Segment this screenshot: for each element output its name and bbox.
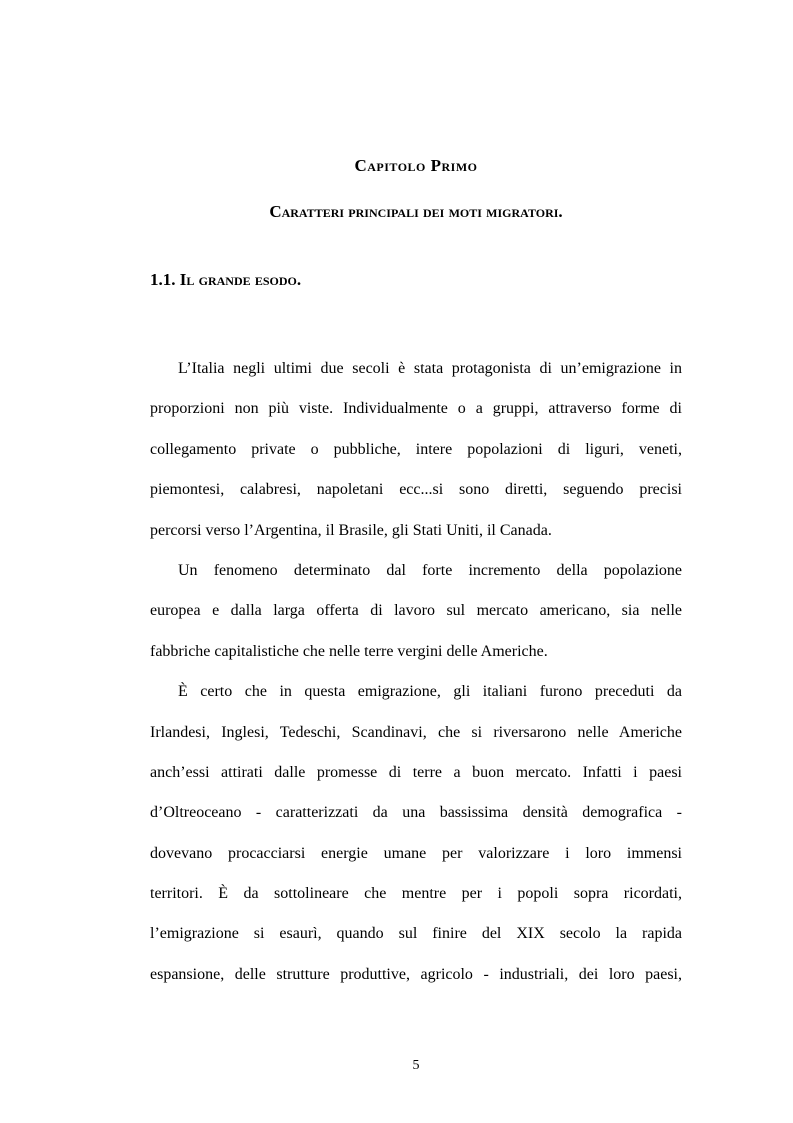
text-line: europea e dalla larga offerta di lavoro sul mercato americano, sia nelle: [150, 602, 682, 620]
body-text: [150, 349, 682, 995]
text-line: fabbriche capitalistiche che nelle terre vergini delle Americhe.: [150, 642, 548, 660]
text-line: L’Italia negli ultimi due secoli è stata protagonista di un’emigrazione in: [178, 360, 682, 377]
chapter-label: Capitolo Primo: [354, 156, 478, 175]
text-line: territori. È da sottolineare che mentre per i popoli sopra ricordati,: [150, 885, 682, 903]
text-line: dovevano procacciarsi energie umane per valorizzare i loro immensi: [150, 844, 682, 862]
section-heading: 1.1. Il grande esodo.: [150, 270, 302, 289]
text-line: proporzioni non più viste. Individualmente o a gruppi, attraverso forme di: [150, 400, 682, 418]
text-line: È certo che in questa emigrazione, gli italiani furono preceduti da: [178, 683, 682, 701]
text-line: Irlandesi, Inglesi, Tedeschi, Scandinavi, che si riversarono nelle Americhe: [150, 723, 682, 741]
text-line: d’Oltreoceano - caratterizzati da una bassissima densità demografica -: [150, 804, 682, 822]
chapter-title: Caratteri principali dei moti migratori.: [269, 202, 563, 221]
text-line: espansione, delle strutture produttive, agricolo - industriali, dei loro paesi,: [150, 965, 682, 983]
text-line: collegamento private o pubbliche, intere popolazioni di liguri, veneti,: [150, 440, 682, 458]
text-line: percorsi verso l’Argentina, il Brasile, gli Stati Uniti, il Canada.: [150, 521, 552, 539]
text-line: Un fenomeno determinato dal forte incremento della popolazione: [178, 561, 682, 579]
text-line: anch’essi attirati dalle promesse di terre a buon mercato. Infatti i paesi: [150, 763, 682, 781]
text-line: l’emigrazione si esaurì, quando sul finire del XIX secolo la rapida: [150, 925, 682, 943]
text-line: piemontesi, calabresi, napoletani ecc...si sono diretti, seguendo precisi: [150, 481, 682, 499]
page-number: 5: [412, 1058, 420, 1073]
